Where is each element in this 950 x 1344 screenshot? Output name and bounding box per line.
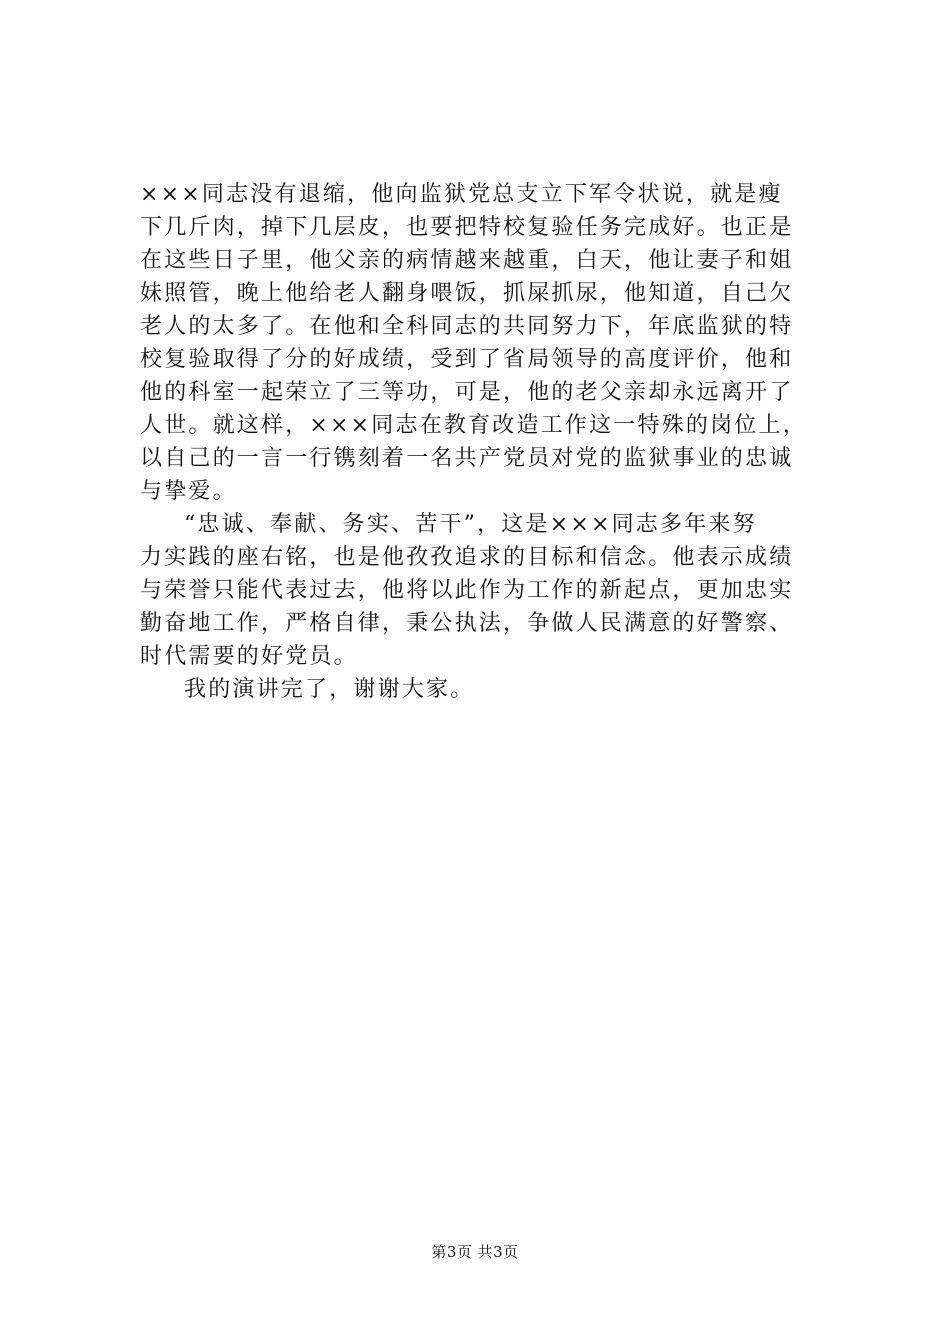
text-line: 人世。就这样，×××同志在教育改造工作这一特殊的岗位上， — [140, 413, 807, 438]
text-line: 以自己的一言一行镌刻着一名共产党员对党的监狱事业的忠诚 — [140, 446, 794, 471]
text-line: 妹照管，晚上他给老人翻身喂饭，抓屎抓尿，他知道，自己欠 — [140, 281, 794, 306]
paragraph-2 — [140, 508, 840, 673]
page-number-label: 第3页 共3页 — [431, 1243, 519, 1261]
body-text — [140, 178, 840, 706]
text-line: ×××同志没有退缩，他向监狱党总支立下军令状说，就是瘦 — [140, 182, 783, 207]
text-line: “忠诚、奉献、务实、苦干”，这是×××同志多年来努 — [184, 512, 757, 537]
text-line: 在这些日子里，他父亲的病情越来越重，白天，他让妻子和姐 — [140, 248, 794, 273]
text-line: 时代需要的好党员。 — [140, 644, 358, 669]
text-line: 老人的太多了。在他和全科同志的共同努力下，年底监狱的特 — [140, 314, 794, 339]
text-line: 校复验取得了分的好成绩，受到了省局领导的高度评价，他和 — [140, 347, 794, 372]
text-line: 他的科室一起荣立了三等功，可是，他的老父亲却永远离开了 — [140, 380, 794, 405]
text-line: 下几斤肉，掉下几层皮，也要把特校复验任务完成好。也正是 — [140, 215, 794, 240]
text-line: 勤奋地工作，严格自律，秉公执法，争做人民满意的好警察、 — [140, 611, 794, 636]
page-footer — [0, 1242, 950, 1262]
paragraph-1 — [140, 178, 840, 508]
text-line: 力实践的座右铭，也是他孜孜追求的目标和信念。他表示成绩 — [140, 545, 794, 570]
text-line: 与荣誉只能代表过去，他将以此作为工作的新起点，更加忠实 — [140, 578, 794, 603]
text-line: 与挚爱。 — [140, 479, 237, 504]
paragraph-3 — [140, 673, 840, 706]
text-line: 我的演讲完了，谢谢大家。 — [184, 677, 475, 702]
